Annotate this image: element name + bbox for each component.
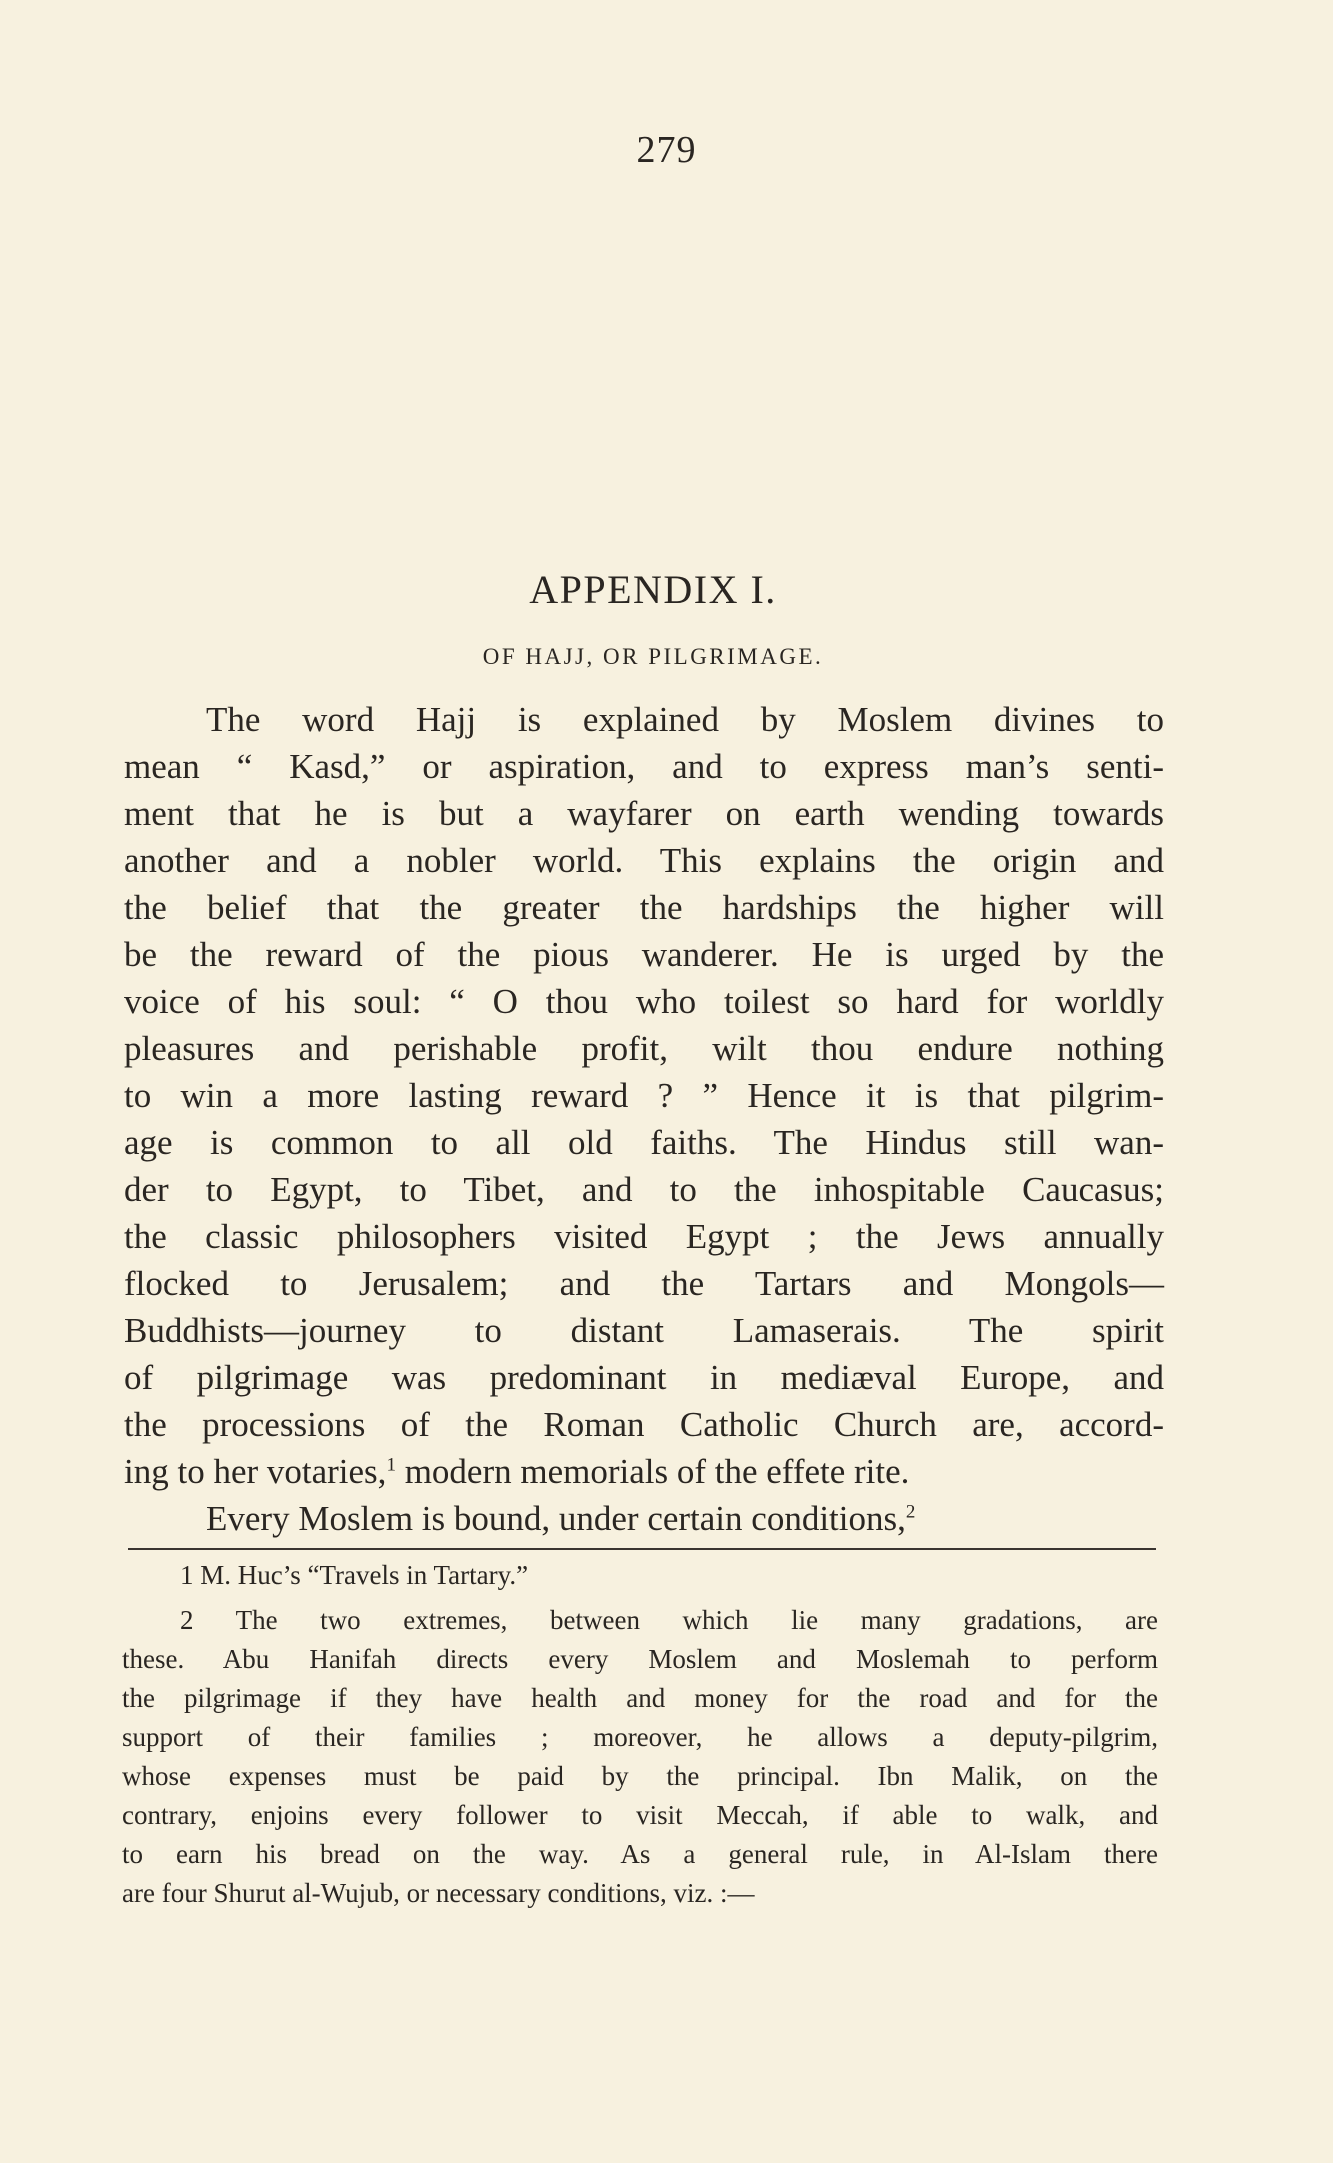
body-line: der to Egypt, to Tibet, and to the inhospitable Caucasus; [124,1170,1164,1209]
footnote-2-line: support of their families ; moreover, he allows a deputy-pilgrim, [122,1722,1158,1752]
body-line: mean “ Kasd,” or aspiration, and to express man’s senti- [124,747,1164,786]
body-line: age is common to all old faiths. The Hindus still wan- [124,1123,1164,1162]
footnote-2-line: whose expenses must be paid by the principal. Ibn Malik, on the [122,1761,1158,1791]
body-line: ment that he is but a wayfarer on earth wending towards [124,794,1164,833]
body-line: another and a nobler world. This explains the origin and [124,841,1164,880]
appendix-heading: APPENDIX I. [529,567,777,612]
footnotes [122,1556,1158,1913]
body-line: voice of his soul: “ O thou who toilest so hard for worldly [124,982,1164,1021]
body-line-text: ing to her votaries, [124,1452,387,1491]
body-line: the processions of the Roman Catholic Church are, accord- [124,1405,1164,1444]
footnote-1: 1 M. Huc’s “Travels in Tartary.” [180,1560,529,1590]
body-line: The word Hajj is explained by Moslem divines to [206,700,1164,739]
body-line: to win a more lasting reward ? ” Hence it is that pilgrim- [124,1076,1164,1115]
body-line: be the reward of the pious wanderer. He is urged by the [124,935,1164,974]
page-number: 279 [636,129,697,171]
body-line: the classic philosophers visited Egypt ; the Jews annually [124,1217,1164,1256]
footnote-2-line: 2 The two extremes, between which lie many gradations, are [180,1605,1158,1635]
body-line: Buddhists—journey to distant Lamaserais. The spirit [124,1311,1164,1350]
footnote-2-line: these. Abu Hanifah directs every Moslem and Moslemah to perform [122,1644,1158,1674]
body-line: the belief that the greater the hardships the higher will [124,888,1164,927]
footnote-2-line: to earn his bread on the way. As a general rule, in Al-Islam there [122,1839,1158,1869]
footnote-2-line: are four Shurut al-Wujub, or necessary conditions, viz. :— [122,1878,755,1908]
footnote-ref-2: 2 [905,1501,916,1523]
body-text [124,696,1164,1542]
footnote-2-line: contrary, enjoins every follower to visit Meccah, if able to walk, and [122,1800,1158,1830]
body-line-text: Every Moslem is bound, under certain conditions, [206,1499,906,1538]
body-line-text: modern memorials of the effete rite. [395,1452,910,1491]
body-line [124,1495,1164,1542]
footnote-ref-1: 1 [386,1454,396,1476]
footnote-divider [128,1548,1156,1550]
body-line: pleasures and perishable profit, wilt thou endure nothing [124,1029,1164,1068]
body-line: flocked to Jerusalem; and the Tartars and Mongols— [124,1264,1164,1303]
body-line [124,1448,1164,1495]
footnote-2-line: the pilgrimage if they have health and money for the road and for the [122,1683,1158,1713]
appendix-subheading: OF HAJJ, OR PILGRIMAGE. [482,644,824,669]
body-line: of pilgrimage was predominant in mediæval Europe, and [124,1358,1164,1397]
